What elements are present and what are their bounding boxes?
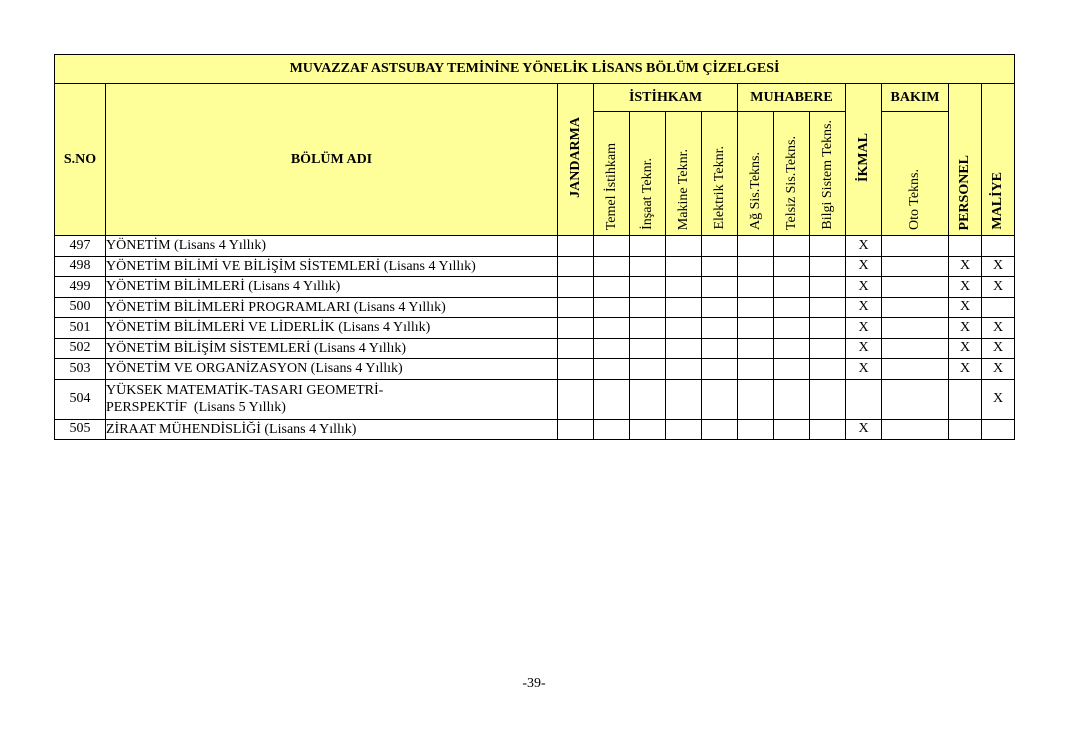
table-row <box>55 359 1015 380</box>
cell-maliye <box>982 297 1015 318</box>
cell-insaat-teknr <box>630 277 666 298</box>
cell-temel-istihkam <box>594 379 630 419</box>
cell-jandarma <box>558 256 594 277</box>
cell-insaat-teknr <box>630 359 666 380</box>
header-bilgi-sistem-tekns-label: Bilgi Sistem Tekns. <box>819 120 835 230</box>
header-ikmal-label: İKMAL <box>855 132 871 182</box>
cell-ikmal <box>846 379 882 419</box>
cell-elektrik-teknr <box>702 419 738 440</box>
cell-ikmal: X <box>846 297 882 318</box>
header-telsiz-sis-tekns <box>774 112 810 236</box>
cell-maliye: X <box>982 277 1015 298</box>
header-ag-sis-tekns <box>738 112 774 236</box>
row-number: 503 <box>55 359 106 380</box>
header-bilgi-sistem-tekns <box>810 112 846 236</box>
cell-personel: X <box>949 318 982 339</box>
row-number: 500 <box>55 297 106 318</box>
cell-ikmal: X <box>846 236 882 257</box>
cell-jandarma <box>558 277 594 298</box>
header-maliye <box>982 84 1015 236</box>
header-temel-istihkam-label: Temel İstihkam <box>603 142 619 230</box>
cell-ag-sis-tekns <box>738 236 774 257</box>
header-ikmal <box>846 84 882 236</box>
cell-bilgi-sistem-tekns <box>810 277 846 298</box>
cell-makine-teknr <box>666 236 702 257</box>
cell-ag-sis-tekns <box>738 419 774 440</box>
cell-ag-sis-tekns <box>738 297 774 318</box>
row-department-name: YÖNETİM VE ORGANİZASYON (Lisans 4 Yıllık) <box>106 359 558 380</box>
cell-oto-tekns <box>882 379 949 419</box>
cell-temel-istihkam <box>594 318 630 339</box>
header-temel-istihkam <box>594 112 630 236</box>
table-row <box>55 277 1015 298</box>
cell-insaat-teknr <box>630 338 666 359</box>
cell-temel-istihkam <box>594 256 630 277</box>
cell-bilgi-sistem-tekns <box>810 379 846 419</box>
table-row <box>55 318 1015 339</box>
table-row <box>55 297 1015 318</box>
cell-maliye <box>982 236 1015 257</box>
cell-bilgi-sistem-tekns <box>810 297 846 318</box>
cell-ag-sis-tekns <box>738 318 774 339</box>
cell-jandarma <box>558 338 594 359</box>
cell-maliye: X <box>982 359 1015 380</box>
cell-makine-teknr <box>666 338 702 359</box>
table-row <box>55 419 1015 440</box>
cell-makine-teknr <box>666 277 702 298</box>
cell-insaat-teknr <box>630 256 666 277</box>
cell-telsiz-sis-tekns <box>774 338 810 359</box>
header-personel-label: PERSONEL <box>957 154 972 230</box>
row-department-name: YÖNETİM BİLİMLERİ VE LİDERLİK (Lisans 4 Yıllık) <box>106 318 558 339</box>
header-insaat-teknr <box>630 112 666 236</box>
cell-insaat-teknr <box>630 236 666 257</box>
cell-telsiz-sis-tekns <box>774 318 810 339</box>
table-row <box>55 256 1015 277</box>
cell-bilgi-sistem-tekns <box>810 338 846 359</box>
cell-makine-teknr <box>666 359 702 380</box>
cell-personel: X <box>949 338 982 359</box>
cell-ag-sis-tekns <box>738 338 774 359</box>
row-department-name: YÖNETİM BİLİMİ VE BİLİŞİM SİSTEMLERİ (Lisans 4 Yıllık) <box>106 256 558 277</box>
cell-personel <box>949 379 982 419</box>
cell-makine-teknr <box>666 297 702 318</box>
header-muhabere: MUHABERE <box>738 84 846 112</box>
cell-telsiz-sis-tekns <box>774 236 810 257</box>
cell-insaat-teknr <box>630 419 666 440</box>
cell-oto-tekns <box>882 256 949 277</box>
cell-jandarma <box>558 297 594 318</box>
cell-personel: X <box>949 256 982 277</box>
header-bakim: BAKIM <box>882 84 949 112</box>
department-table <box>54 54 1015 440</box>
cell-insaat-teknr <box>630 318 666 339</box>
cell-makine-teknr <box>666 379 702 419</box>
cell-bilgi-sistem-tekns <box>810 256 846 277</box>
cell-jandarma <box>558 379 594 419</box>
header-insaat-teknr-label: İnşaat Teknr. <box>639 158 655 230</box>
cell-elektrik-teknr <box>702 277 738 298</box>
header-bolum-adi: BÖLÜM ADI <box>106 84 558 236</box>
cell-ag-sis-tekns <box>738 277 774 298</box>
row-department-name-line1: YÜKSEK MATEMATİK-TASARI GEOMETRİ- <box>106 383 384 398</box>
cell-maliye: X <box>982 338 1015 359</box>
header-oto-tekns-label: Oto Tekns. <box>907 169 922 230</box>
cell-elektrik-teknr <box>702 338 738 359</box>
cell-maliye: X <box>982 318 1015 339</box>
cell-temel-istihkam <box>594 297 630 318</box>
cell-temel-istihkam <box>594 277 630 298</box>
row-department-name: YÖNETİM BİLİMLERİ (Lisans 4 Yıllık) <box>106 277 558 298</box>
row-number: 501 <box>55 318 106 339</box>
cell-makine-teknr <box>666 419 702 440</box>
cell-jandarma <box>558 236 594 257</box>
cell-ikmal: X <box>846 256 882 277</box>
cell-insaat-teknr <box>630 379 666 419</box>
cell-ikmal: X <box>846 419 882 440</box>
cell-elektrik-teknr <box>702 379 738 419</box>
header-makine-teknr <box>666 112 702 236</box>
cell-personel: X <box>949 359 982 380</box>
cell-temel-istihkam <box>594 419 630 440</box>
cell-ikmal: X <box>846 338 882 359</box>
cell-ag-sis-tekns <box>738 256 774 277</box>
header-ag-sis-tekns-label: Ağ Sis.Tekns. <box>747 152 763 230</box>
cell-personel: X <box>949 297 982 318</box>
row-number: 499 <box>55 277 106 298</box>
row-department-name: YÖNETİM BİLİMLERİ PROGRAMLARI (Lisans 4 Yıllık) <box>106 297 558 318</box>
cell-telsiz-sis-tekns <box>774 359 810 380</box>
header-personel <box>949 84 982 236</box>
header-jandarma <box>558 84 594 236</box>
table-row <box>55 338 1015 359</box>
header-maliye-label: MALİYE <box>990 172 1005 230</box>
row-department-name: YÖNETİM (Lisans 4 Yıllık) <box>106 236 558 257</box>
cell-maliye: X <box>982 379 1015 419</box>
cell-ag-sis-tekns <box>738 359 774 380</box>
cell-temel-istihkam <box>594 236 630 257</box>
cell-temel-istihkam <box>594 338 630 359</box>
row-department-name-line2: PERSPEKTİF (Lisans 5 Yıllık) <box>106 400 286 415</box>
row-department-name: ZİRAAT MÜHENDİSLİĞİ (Lisans 4 Yıllık) <box>106 419 558 440</box>
header-elektrik-teknr <box>702 112 738 236</box>
cell-temel-istihkam <box>594 359 630 380</box>
cell-oto-tekns <box>882 236 949 257</box>
table-title: MUVAZZAF ASTSUBAY TEMİNİNE YÖNELİK LİSANS BÖLÜM ÇİZELGESİ <box>55 55 1015 84</box>
page-number: -39- <box>522 676 546 691</box>
cell-ikmal: X <box>846 318 882 339</box>
cell-oto-tekns <box>882 297 949 318</box>
cell-elektrik-teknr <box>702 318 738 339</box>
row-department-name <box>106 379 558 419</box>
cell-insaat-teknr <box>630 297 666 318</box>
header-makine-teknr-label: Makine Teknr. <box>675 148 691 230</box>
cell-elektrik-teknr <box>702 297 738 318</box>
cell-ikmal: X <box>846 277 882 298</box>
cell-bilgi-sistem-tekns <box>810 318 846 339</box>
cell-oto-tekns <box>882 318 949 339</box>
cell-ikmal: X <box>846 359 882 380</box>
cell-telsiz-sis-tekns <box>774 297 810 318</box>
cell-jandarma <box>558 359 594 380</box>
cell-personel <box>949 419 982 440</box>
cell-telsiz-sis-tekns <box>774 256 810 277</box>
cell-makine-teknr <box>666 318 702 339</box>
row-number: 498 <box>55 256 106 277</box>
cell-telsiz-sis-tekns <box>774 277 810 298</box>
row-number: 504 <box>55 379 106 419</box>
cell-elektrik-teknr <box>702 256 738 277</box>
cell-maliye: X <box>982 256 1015 277</box>
header-oto-tekns <box>882 112 949 236</box>
cell-oto-tekns <box>882 419 949 440</box>
row-department-name: YÖNETİM BİLİŞİM SİSTEMLERİ (Lisans 4 Yıllık) <box>106 338 558 359</box>
row-number: 497 <box>55 236 106 257</box>
cell-oto-tekns <box>882 277 949 298</box>
cell-telsiz-sis-tekns <box>774 419 810 440</box>
row-number: 505 <box>55 419 106 440</box>
cell-bilgi-sistem-tekns <box>810 419 846 440</box>
table-row <box>55 236 1015 257</box>
cell-oto-tekns <box>882 359 949 380</box>
cell-jandarma <box>558 419 594 440</box>
cell-telsiz-sis-tekns <box>774 379 810 419</box>
header-sno: S.NO <box>55 84 106 236</box>
cell-makine-teknr <box>666 256 702 277</box>
header-jandarma-label: JANDARMA <box>567 116 583 198</box>
row-number: 502 <box>55 338 106 359</box>
header-istihkam: İSTİHKAM <box>594 84 738 112</box>
header-telsiz-sis-tekns-label: Telsiz Sis.Tekns. <box>783 135 799 230</box>
cell-bilgi-sistem-tekns <box>810 236 846 257</box>
cell-ag-sis-tekns <box>738 379 774 419</box>
cell-elektrik-teknr <box>702 359 738 380</box>
table-row <box>55 379 1015 419</box>
cell-maliye <box>982 419 1015 440</box>
cell-personel: X <box>949 277 982 298</box>
cell-bilgi-sistem-tekns <box>810 359 846 380</box>
header-elektrik-teknr-label: Elektrik Teknr. <box>711 146 727 230</box>
cell-jandarma <box>558 318 594 339</box>
cell-personel <box>949 236 982 257</box>
cell-elektrik-teknr <box>702 236 738 257</box>
cell-oto-tekns <box>882 338 949 359</box>
